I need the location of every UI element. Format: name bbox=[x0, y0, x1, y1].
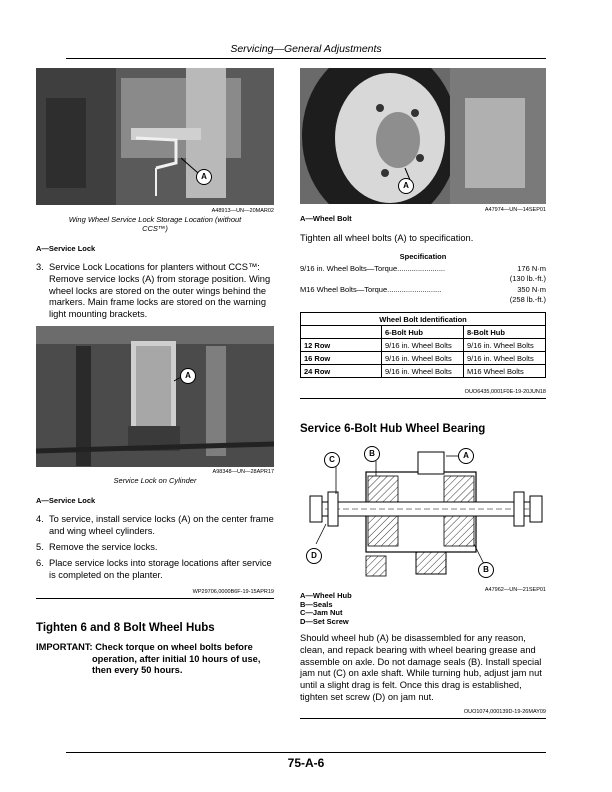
legend-item: D—Set Screw bbox=[300, 616, 349, 626]
section-rule bbox=[300, 718, 546, 719]
table-header bbox=[301, 326, 382, 339]
table-title: Wheel Bolt Identification bbox=[301, 313, 546, 326]
service-lock-cylinder-illustration bbox=[36, 326, 274, 467]
table-row bbox=[301, 365, 546, 378]
callout-d: D bbox=[306, 548, 322, 564]
table-row bbox=[301, 352, 546, 365]
step-5-text: Remove the service locks. bbox=[49, 542, 158, 552]
step-3: 3. Service Lock Locations for planters without CCS™: Remove service locks (A) from storage position. Wing wheel locks are stored on the outer wings behind the markers. Main frame locks are stored on the warning light mounting brackets. bbox=[36, 262, 276, 321]
callout-c: C bbox=[324, 452, 340, 468]
figure-caption: Service Lock on Cylinder bbox=[113, 476, 197, 485]
table-cell: 9/16 in. Wheel Bolts bbox=[464, 352, 546, 365]
wheel-hub-cross-section bbox=[306, 444, 546, 584]
step-5: 5. Remove the service locks. bbox=[36, 542, 276, 554]
figure-legend: A—Service Lock bbox=[36, 244, 96, 253]
spec-dots: ....................... bbox=[397, 264, 446, 273]
hub-bearing-paragraph: Should wheel hub (A) be disassembled for any reason, clean, and repack bearing with wheel bearing grease and assemble on axle. Do not damage seals (B). Install special jam nut (C) on axle shaft. While turning hub, adjust jam nut until a slight drag is felt. Once this drag is established, tighten set screw (D) on jam nut. bbox=[300, 633, 542, 702]
service-lock-storage-illustration bbox=[36, 68, 274, 205]
callout-a: A bbox=[180, 368, 196, 384]
spec-title: Specification bbox=[399, 252, 447, 261]
figure-code: A47974—UN—14SEP01 bbox=[484, 207, 546, 213]
service-lock-cylinder-photo bbox=[36, 326, 274, 467]
table-cell: 9/16 in. Wheel Bolts bbox=[382, 339, 464, 352]
legend-item: C—Jam Nut bbox=[300, 608, 343, 618]
figure-code: A98348—UN—28APR17 bbox=[212, 469, 274, 475]
spec-row-2 bbox=[300, 285, 546, 305]
step-4: 4. To service, install service locks (A) on the center frame and wing wheel cylinders. bbox=[36, 514, 276, 538]
legend-item: A—Wheel Hub bbox=[300, 591, 352, 600]
footer-rule bbox=[66, 752, 546, 753]
table-cell: 9/16 in. Wheel Bolts bbox=[382, 352, 464, 365]
wheel-hub-diagram bbox=[306, 444, 546, 584]
reference-code: OUO1074,000139D-19-26MAY09 bbox=[463, 709, 546, 715]
page-number: 75-A-6 bbox=[287, 756, 325, 770]
section-rule bbox=[36, 598, 274, 599]
figure-code: A48913—UN—20MAR02 bbox=[211, 208, 274, 214]
wheel-bolt-photo bbox=[300, 68, 546, 204]
header-rule bbox=[66, 58, 546, 59]
important-text: IMPORTANT: Check torque on wheel bolts before operation, after initial 10 hours of use, then every 50 hours. bbox=[36, 642, 261, 675]
callout-b: B bbox=[364, 446, 380, 462]
table-cell: 9/16 in. Wheel Bolts bbox=[464, 339, 546, 352]
section-title: Tighten 6 and 8 Bolt Wheel Hubs bbox=[36, 622, 215, 634]
callout-b: B bbox=[478, 562, 494, 578]
table-header: 6-Bolt Hub bbox=[382, 326, 464, 339]
spec-value: 350 N·m bbox=[517, 285, 546, 294]
table-cell: 16 Row bbox=[301, 352, 382, 365]
service-lock-storage-photo bbox=[36, 68, 274, 205]
section-rule bbox=[300, 398, 546, 399]
step-3-text: Service Lock Locations for planters without CCS™: Remove service locks (A) from storage position. Wing wheel locks are stored on the outer wings behind the markers. Main frame locks are stored on the warning light mounting brackets. bbox=[49, 262, 271, 320]
table-cell: 24 Row bbox=[301, 365, 382, 378]
figure-caption: Wing Wheel Service Lock Storage Location (without CCS™) bbox=[68, 215, 242, 233]
table-header: 8-Bolt Hub bbox=[464, 326, 546, 339]
callout-a: A bbox=[458, 448, 474, 464]
page-header: Servicing—General Adjustments bbox=[230, 43, 382, 55]
table-cell: M16 Wheel Bolts bbox=[464, 365, 546, 378]
spec-dots: .......................... bbox=[387, 285, 442, 294]
callout-a: A bbox=[398, 178, 414, 194]
section-title: Service 6-Bolt Hub Wheel Bearing bbox=[300, 423, 486, 435]
table-row bbox=[301, 339, 546, 352]
figure-legend: A—Service Lock bbox=[36, 496, 96, 505]
figure-legend bbox=[300, 592, 352, 626]
intro-text: Tighten all wheel bolts (A) to specification. bbox=[300, 233, 474, 243]
legend-item: B—Seals bbox=[300, 599, 333, 609]
step-6: 6. Place service locks into storage locations after service is completed on the planter. bbox=[36, 558, 276, 582]
spec-sub: (130 lb.-ft.) bbox=[509, 274, 546, 283]
spec-label: 9/16 in. Wheel Bolts—Torque bbox=[300, 264, 398, 273]
spec-value: 176 N·m bbox=[517, 264, 546, 273]
step-4-text: To service, install service locks (A) on the center frame and wing wheel cylinders. bbox=[49, 514, 274, 536]
spec-label: M16 Wheel Bolts—Torque bbox=[300, 285, 388, 294]
spec-sub: (258 lb.-ft.) bbox=[509, 295, 546, 304]
reference-code: WP29706,0000B6F-19-15APR19 bbox=[192, 589, 274, 595]
important-note bbox=[36, 642, 271, 677]
spec-row-1 bbox=[300, 264, 546, 284]
table-cell: 12 Row bbox=[301, 339, 382, 352]
reference-code: OUO6435,0001F0E-19-20JUN18 bbox=[464, 389, 546, 395]
figure-code: A47962—UN—21SEP01 bbox=[484, 587, 546, 593]
wheel-bolt-illustration bbox=[300, 68, 546, 204]
wheel-bolt-table bbox=[300, 312, 546, 378]
step-6-text: Place service locks into storage locations after service is completed on the planter. bbox=[49, 558, 272, 580]
figure-legend: A—Wheel Bolt bbox=[300, 214, 352, 223]
table-cell: 9/16 in. Wheel Bolts bbox=[382, 365, 464, 378]
callout-a: A bbox=[196, 169, 212, 185]
